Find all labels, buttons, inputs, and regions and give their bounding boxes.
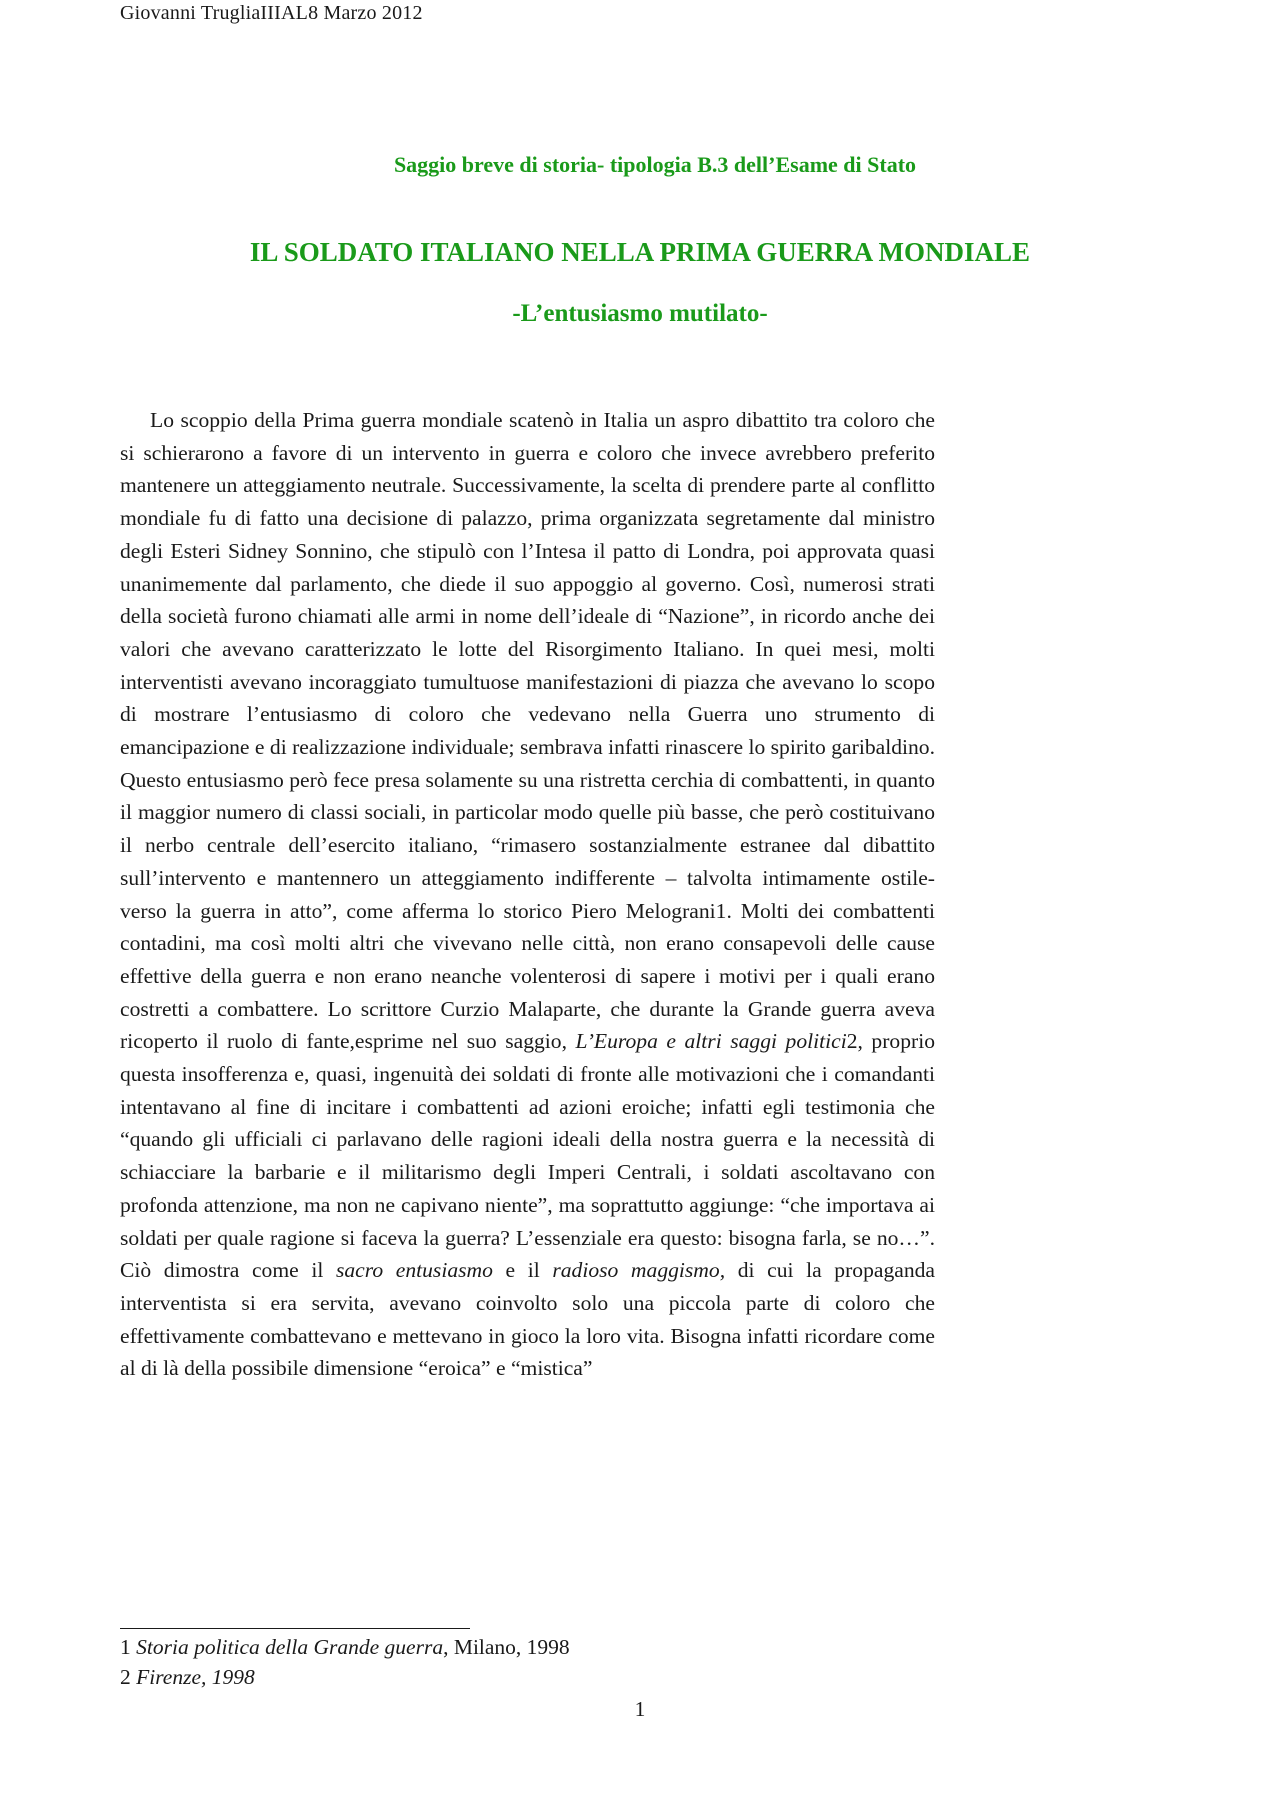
book-title: L’Europa e altri saggi politici	[575, 1029, 847, 1054]
body-text: , proprio questa insofferenza e, quasi, ingenuità dei soldati di fronte alle motivazioni che i comandanti intentavano al fine di incitare i combattenti ad azioni eroiche; infatti egli testimonia che “quando gli ufficiali ci parlavano delle ragioni ideali della nostra guerra e la necessità di schiacciare la barbarie e il militarismo degli Imperi Centrali, i soldati ascoltavano con profonda attenzione, ma non ne capivano niente”, ma soprattutto aggiunge: “che importava ai soldati per quale ragione si faceva la guerra? L’essenziale era questo: bisogna farla, se no…”. Ciò dimostra come il	[120, 1029, 935, 1283]
page-header: Giovanni TrugliaIIIAL8 Marzo 2012	[120, 2, 423, 24]
body-text: e il	[492, 1258, 553, 1283]
footnote-text: , Milano, 1998	[443, 1635, 570, 1659]
emphasis-term: sacro entusiasmo	[335, 1258, 493, 1283]
footnote-title: Storia politica della Grande guerra	[136, 1635, 444, 1659]
footnote-ref-2: 2	[846, 1029, 858, 1054]
document-subtitle: Saggio breve di storia- tipologia B.3 dell’Esame di Stato	[393, 152, 917, 177]
footnote-text: Firenze, 1998	[136, 1665, 255, 1689]
footnote-2	[120, 1665, 255, 1690]
emphasis-term: radioso maggismo,	[552, 1258, 726, 1283]
footnote-separator	[120, 1628, 470, 1629]
body-text: . Molti dei combattenti contadini, ma così molti altri che vivevano nelle città, non erano consapevoli delle cause effettive della guerra e non erano neanche volenterosi di sapere i motivi per i quali erano costretti a combattere. Lo scrittore Curzio Malaparte, che durante la Grande guerra aveva ricoperto il ruolo di fante,esprime nel suo saggio,	[120, 898, 935, 1054]
footnote-number: 2	[120, 1665, 131, 1689]
essay-paragraph	[120, 404, 935, 1385]
page-number: 1	[634, 1697, 646, 1721]
footnote-ref-1: 1	[715, 898, 727, 923]
document-title: IL SOLDATO ITALIANO NELLA PRIMA GUERRA MONDIALE	[249, 237, 1031, 267]
body-text: Lo scoppio della Prima guerra mondiale scatenò in Italia un aspro dibattito tra coloro che si schierarono a favore di un intervento in guerra e coloro che invece avrebbero preferito mantenere un atteggiamento neutrale. Successivamente, la scelta di prendere parte al conflitto mondiale fu di fatto una decisione di palazzo, prima organizzata segretamente dal ministro degli Esteri Sidney Sonnino, che stipulò con l’Intesa il patto di Londra, poi approvata quasi unanimemente dal parlamento, che diede il suo appoggio al governo. Così, numerosi strati della società furono chiamati alle armi in nome dell’ideale di “Nazione”, in ricordo anche dei valori che avevano caratterizzato le lotte del Risorgimento Italiano. In quei mesi, molti interventisti avevano incoraggiato tumultuose manifestazioni di piazza che avevano lo scopo di mostrare l’entusiasmo di coloro che vedevano nella Guerra uno strumento di emancipazione e di realizzazione individuale; sembrava infatti rinascere lo spirito garibaldino. Questo entusiasmo però fece presa solamente su una ristretta cerchia di combattenti, in quanto il maggior numero di classi sociali, in particolar modo quelle più basse, che però costituivano il nerbo centrale dell’esercito italiano, “rimasero sostanzialmente estranee dal dibattito sull’intervento e mantennero un atteggiamento indifferente – talvolta intimamente ostile- verso la guerra in atto”, come afferma lo storico Piero Melograni	[120, 408, 935, 923]
document-tagline: -L’entusiasmo mutilato-	[512, 300, 768, 327]
footnote-number: 1	[120, 1635, 131, 1659]
body-text: di cui la propaganda interventista si era servita, avevano coinvolto solo una piccola parte di coloro che effettivamente combattevano e mettevano in gioco la loro vita. Bisogna infatti ricordare come al di là della possibile dimensione “eroica” e “mistica”	[120, 1258, 936, 1381]
footnote-1	[120, 1635, 570, 1660]
